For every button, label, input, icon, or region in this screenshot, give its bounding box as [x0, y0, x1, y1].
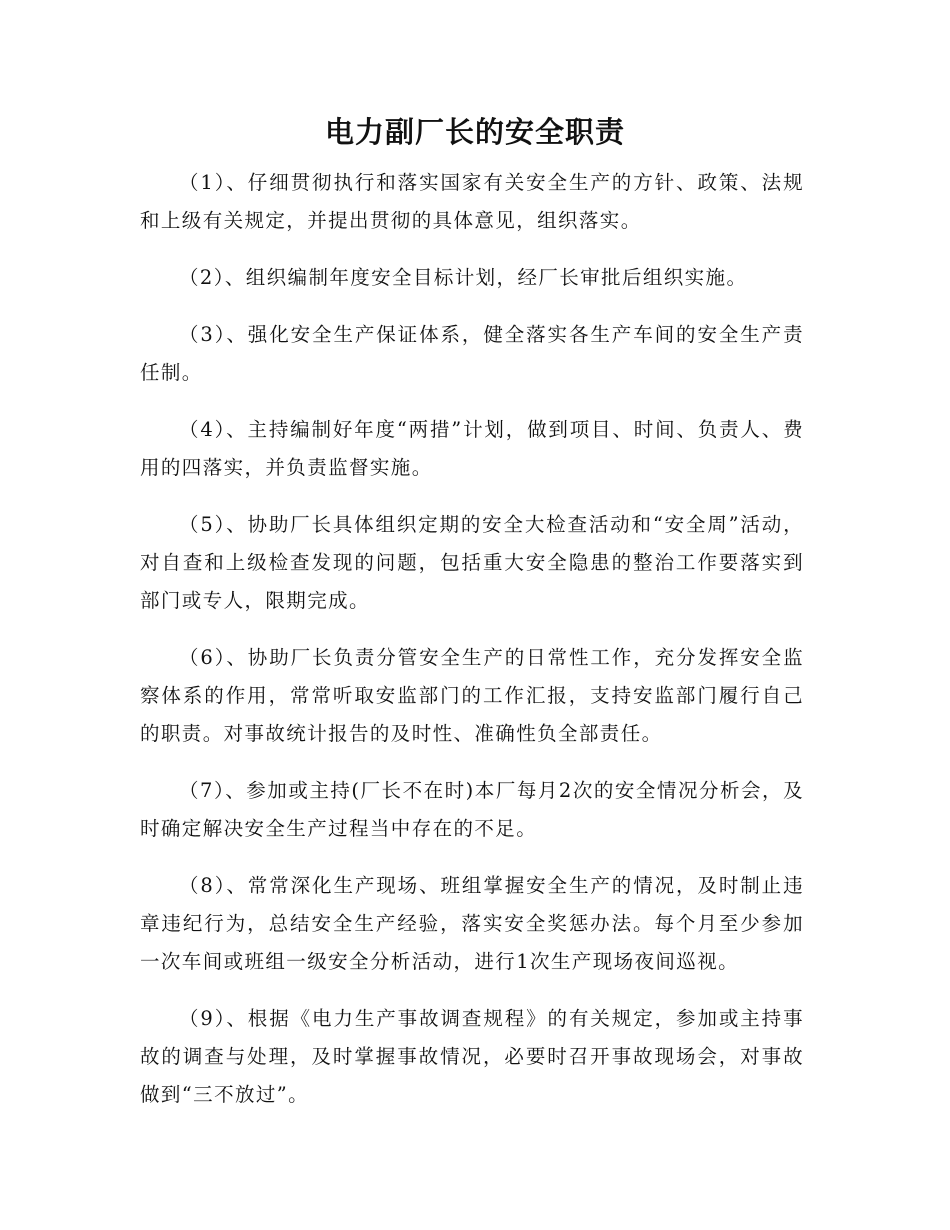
paragraph-1: （1）、仔细贯彻执行和落实国家有关安全生产的方针、政策、法规和上级有关规定，并提出贯彻的具体意见，组织落实。	[140, 171, 804, 232]
paragraph-8: （8）、常常深化生产现场、班组掌握安全生产的情况，及时制止违章违纪行为，总结安全生产经验，落实安全奖惩办法。每个月至少参加一次车间或班组一级安全分析活动，进行1次生产现场夜间巡视。	[140, 874, 804, 973]
paragraph-6: （6）、协助厂长负责分管安全生产的日常性工作，充分发挥安全监察体系的作用，常常听取安监部门的工作汇报，支持安监部门履行自己的职责。对事故统计报告的及时性、准确性负全部责任。	[140, 646, 804, 745]
page-title: 电力副厂长的安全职责	[324, 115, 625, 149]
paragraph-7: （7）、参加或主持(厂长不在时)本厂每月2次的安全情况分析会，及时确定解决安全生产过程当中存在的不足。	[140, 779, 804, 840]
paragraph-2: （2）、组织编制年度安全目标计划，经厂长审批后组织实施。	[179, 266, 748, 289]
paragraph-3: （3）、强化安全生产保证体系，健全落实各生产车间的安全生产责任制。	[140, 323, 804, 384]
paragraph-5: （5）、协助厂长具体组织定期的安全大检查活动和“安全周”活动，对自查和上级检查发现的问题，包括重大安全隐患的整治工作要落实到部门或专人，限期完成。	[140, 513, 804, 612]
document-body	[140, 164, 804, 1133]
paragraph-4: （4）、主持编制好年度“两措”计划，做到项目、时间、负责人、费用的四落实，并负责监督实施。	[140, 418, 804, 479]
paragraph-9: （9）、根据《电力生产事故调查规程》的有关规定，参加或主持事故的调查与处理，及时掌握事故情况，必要时召开事故现场会，对事故做到“三不放过”。	[140, 1007, 804, 1106]
